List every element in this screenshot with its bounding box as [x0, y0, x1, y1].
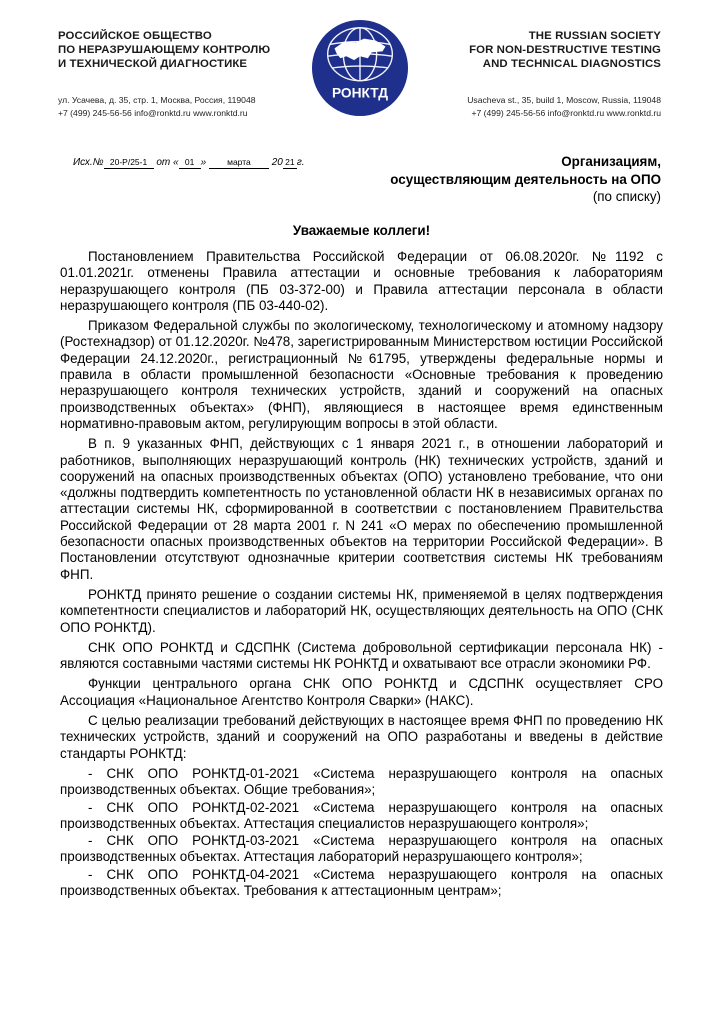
outgoing-day: 01 [179, 157, 201, 169]
body-paragraph: В п. 9 указанных ФНП, действующих с 1 января 2021 г., в отношении лабораторий и работников, выполняющих неразрушающий контроль (НК) технических устройств, зданий и сооружений на опасных производственных объектах (ОПО) установлено требование, что они «должны подтвердить компетентность по установленной области НК в независимых органах по аттестации системы НК, сформированной в соответствии с постановлением Правительства Российской Федерации от 28 марта 2001 г. N 241 «О мерах по обеспечению промышленной безопасности опасных производственных объектов на территории Российской Федерации». В Постановлении отсутствуют однозначные критерии соответствия системы НК требованиям ФНП. [60, 436, 663, 582]
addressee-line: осуществляющим деятельность на ОПО [390, 171, 661, 187]
letterhead-title-ru-line: РОССИЙСКОЕ ОБЩЕСТВО [58, 30, 212, 42]
letterhead-title-en-line: FOR NON-DESTRUCTIVE TESTING [469, 44, 661, 56]
letter-body [60, 249, 663, 900]
address-line: ул. Усачева, д. 35, стр. 1, Москва, Россия, 119048 [58, 95, 256, 105]
salutation: Уважаемые коллеги! [292, 223, 431, 238]
outgoing-reference [73, 157, 305, 169]
ronktd-logo [311, 19, 409, 117]
address-line: Usacheva st., 35, build 1, Moscow, Russia, 119048 [467, 95, 661, 105]
contacts-line: +7 (499) 245-56-56 info@ronktd.ru www.ronktd.ru [471, 108, 661, 118]
body-paragraph: С целью реализации требований действующих в настоящее время ФНП по проведению НК технических устройств, зданий и сооружений на ОПО разработаны и введены в действие стандарты РОНКТД: [60, 713, 663, 761]
outgoing-year-suffix: г. [296, 157, 305, 168]
letterhead-address-ru [58, 94, 256, 120]
letterhead-title-en-line: AND TECHNICAL DIAGNOSTICS [482, 58, 661, 70]
outgoing-quote-open: « [173, 157, 179, 168]
outgoing-from: от [156, 157, 171, 168]
body-paragraph: Постановлением Правительства Российской Федерации от 06.08.2020г. №1192 с 01.01.2021г. отменены Правила аттестации и основные требования к лабораториям неразрушающего контроля (ПБ 03-372-00) и Правила аттестации персонала в области неразрушающего контроля (ПБ 03-440-02). [60, 249, 663, 313]
body-paragraph: СНК ОПО РОНКТД и СДСПНК (Система добровольной сертификации персонала НК) - являются составными частями системы НК РОНКТД и охватывают все отрасли экономики РФ. [60, 639, 663, 672]
outgoing-year: 21 [283, 157, 297, 169]
outgoing-prefix: Исх.№ [73, 157, 104, 168]
outgoing-month: марта [209, 157, 269, 169]
standards-list-item: - СНК ОПО РОНКТД-04-2021 «Система неразрушающего контроля на опасных производственных объектах. Требования к аттестационным центрам»; [60, 866, 663, 898]
letterhead-title-ru-line: И ТЕХНИЧЕСКОЙ ДИАГНОСТИКЕ [58, 58, 248, 70]
outgoing-quote-close: » [200, 157, 207, 168]
body-paragraph: Функции центрального органа СНК ОПО РОНКТД и СДСПНК осуществляет СРО Ассоциация «Национальное Агентство Контроля Сварки» (НАКС). [60, 676, 663, 708]
standards-list-item: - СНК ОПО РОНКТД-03-2021 «Система неразрушающего контроля на опасных производственных объектах. Аттестация лабораторий неразрушающего контроля»; [60, 833, 663, 865]
letterhead-title-ru [58, 29, 270, 71]
standards-list-item: - СНК ОПО РОНКТД-01-2021 «Система неразрушающего контроля на опасных производственных объектах. Общие требования»; [60, 765, 663, 798]
addressee-line: Организациям, [561, 154, 661, 169]
addressee-block [390, 153, 661, 206]
letterhead-title-ru-line: ПО НЕРАЗРУШАЮЩЕМУ КОНТРОЛЮ [58, 44, 271, 56]
body-paragraph: Приказом Федеральной службы по экологическому, технологическому и атомному надзору (Ростехнадзор) от 01.12.2020г. №478, зарегистрированным Министерством юстиции Российской Федерации 24.12.2020г., регистрационный №61795, утверждены федеральные нормы и правила в области промышленной безопасности «Основные требования к проведению неразрушающего контроля технических устройств, зданий и сооружений на опасных производственных объектах» (ФНП), являющиеся в настоящее время единственным нормативно-правовым актом, регулирующим вопросы в этой области. [60, 318, 663, 431]
outgoing-year-prefix: 20 [271, 157, 283, 168]
addressee-note: (по списку) [592, 189, 661, 204]
body-paragraph: РОНКТД принято решение о создании системы НК, применяемой в целях подтверждения компетентности специалистов и лабораторий НК, осуществляющих деятельность на ОПО (СНК ОПО РОНКТД). [60, 586, 663, 635]
outgoing-number: 20-Р/25-1 [104, 157, 154, 169]
contacts-line: +7 (499) 245-56-56 info@ronktd.ru www.ronktd.ru [58, 108, 248, 118]
logo-text: РОНКТД [331, 85, 389, 101]
standards-list-item: - СНК ОПО РОНКТД-02-2021 «Система неразрушающего контроля на опасных производственных объектах. Аттестация специалистов неразрушающего контроля»; [60, 799, 663, 831]
letterhead-address-en [467, 94, 661, 120]
letterhead-title-en-line: THE RUSSIAN SOCIETY [528, 30, 661, 42]
letterhead-title-en [469, 29, 661, 71]
